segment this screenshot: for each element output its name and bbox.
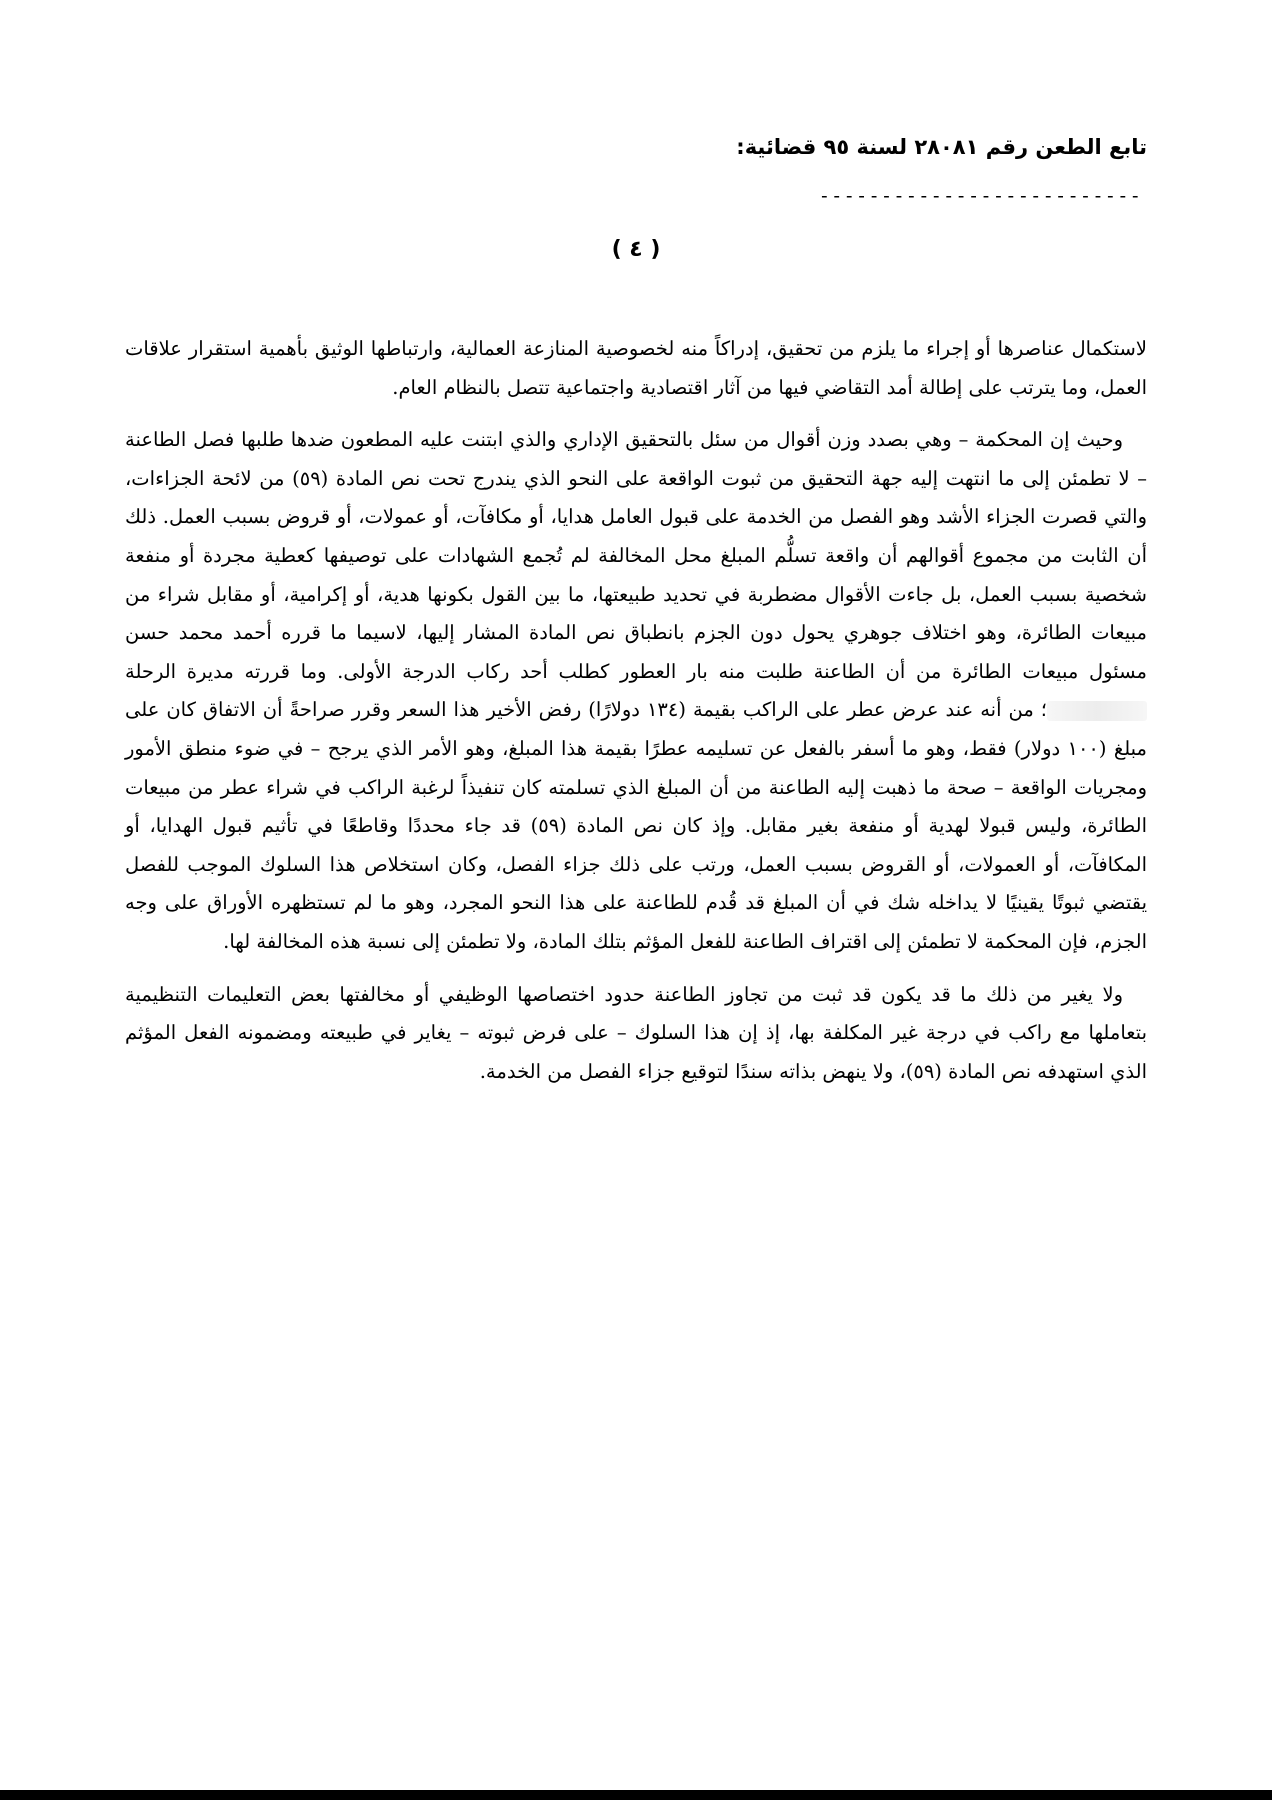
paragraph-2-part-2: ؛ من أنه عند عرض عطر على الراكب بقيمة (١٣٤ دولارًا) رفض الأخير هذا السعر وقرر صراحةً أن الاتفاق كان على مبلغ (١٠٠ دولار) فقط، وهو ما أسفر بالفعل عن تسليمه عطرًا بقيمة هذا المبلغ، وهو الأمر الذي يرجح – في ضوء منطق الأمور ومجريات الواقعة – صحة ما ذهبت إليه الطاعنة من أن المبلغ الذي تسلمته كان تنفيذاً لرغبة الراكب في شراء عطر من مبيعات الطائرة، وليس قبولا لهدية أو منفعة بغير مقابل. وإذ كان نص المادة (٥٩) قد جاء محددًا وقاطعًا في تأثيم قبول الهدايا، أو المكافآت، أو العمولات، أو القروض بسبب العمل، ورتب على ذلك جزاء الفصل، وكان استخلاص هذا السلوك الموجب للفصل يقتضي ثبوتًا يقينيًا لا يداخله شك في أن المبلغ قد قُدم للطاعنة على هذا النحو المجرد، وهو ما لم تستظهره الأوراق على وجه الجزم، فإن المحكمة لا تطمئن إلى اقتراف الطاعنة للفعل المؤثم بتلك المادة، ولا تطمئن إلى نسبة هذه المخالفة لها. xyxy=(125,698,1147,953)
case-header-title: تابع الطعن رقم ٢٨٠٨١ لسنة ٩٥ قضائية: xyxy=(736,135,1147,159)
paragraph-2 xyxy=(125,421,1147,961)
paragraph-2-part-1: وحيث إن المحكمة – وهي بصدد وزن أقوال من سئل بالتحقيق الإداري والذي ابتنت عليه المطعون ضدها طلبها فصل الطاعنة – لا تطمئن إلى ما انتهت إليه جهة التحقيق من ثبوت الواقعة على النحو الذي يندرج تحت نص المادة (٥٩) من لائحة الجزاءات، والتي قصرت الجزاء الأشد وهو الفصل من الخدمة على قبول العامل هدايا، أو مكافآت، أو عمولات، أو قروض بسبب العمل. ذلك أن الثابت من مجموع أقوالهم أن واقعة تسلُّم المبلغ محل المخالفة لم تُجمع الشهادات على توصيفها كعطية مجردة أو منفعة شخصية بسبب العمل، بل جاءت الأقوال مضطربة في تحديد طبيعتها، ما بين القول بكونها هدية، أو إكرامية، أو مقابل شراء من مبيعات الطائرة، وهو اختلاف جوهري يحول دون الجزم بانطباق نص المادة المشار إليها، لاسيما ما قرره أحمد محمد حسن مسئول مبيعات الطائرة من أن الطاعنة طلبت منه بار العطور كطلب أحد ركاب الدرجة الأولى. وما قررته مديرة الرحلة xyxy=(125,428,1147,683)
paragraph-1: لاستكمال عناصرها أو إجراء ما يلزم من تحقيق، إدراكاً منه لخصوصية المنازعة العمالية، وارتباطها الوثيق بأهمية استقرار علاقات العمل، وما يترتب على إطالة أمد التقاضي فيها من آثار اقتصادية واجتماعية تتصل بالنظام العام. xyxy=(125,337,1147,399)
page-number: ( ٤ ) xyxy=(611,237,661,262)
paragraph-3: ولا يغير من ذلك ما قد يكون قد ثبت من تجاوز الطاعنة حدود اختصاصها الوظيفي أو مخالفتها بعض التعليمات التنظيمية بتعاملها مع راكب في درجة غير المكلفة بها، إذ إن هذا السلوك – على فرض ثبوته – يغاير في طبيعته ومضمونه الفعل المؤثم الذي استهدفه نص المادة (٥٩)، ولا ينهض بذاته سندًا لتوقيع جزاء الفصل من الخدمة. xyxy=(125,982,1147,1083)
redacted-name-block xyxy=(1047,701,1147,721)
header-underline: -------------------------- xyxy=(818,185,1142,207)
page-bottom-border xyxy=(0,1790,1272,1800)
document-body xyxy=(125,330,1147,1105)
